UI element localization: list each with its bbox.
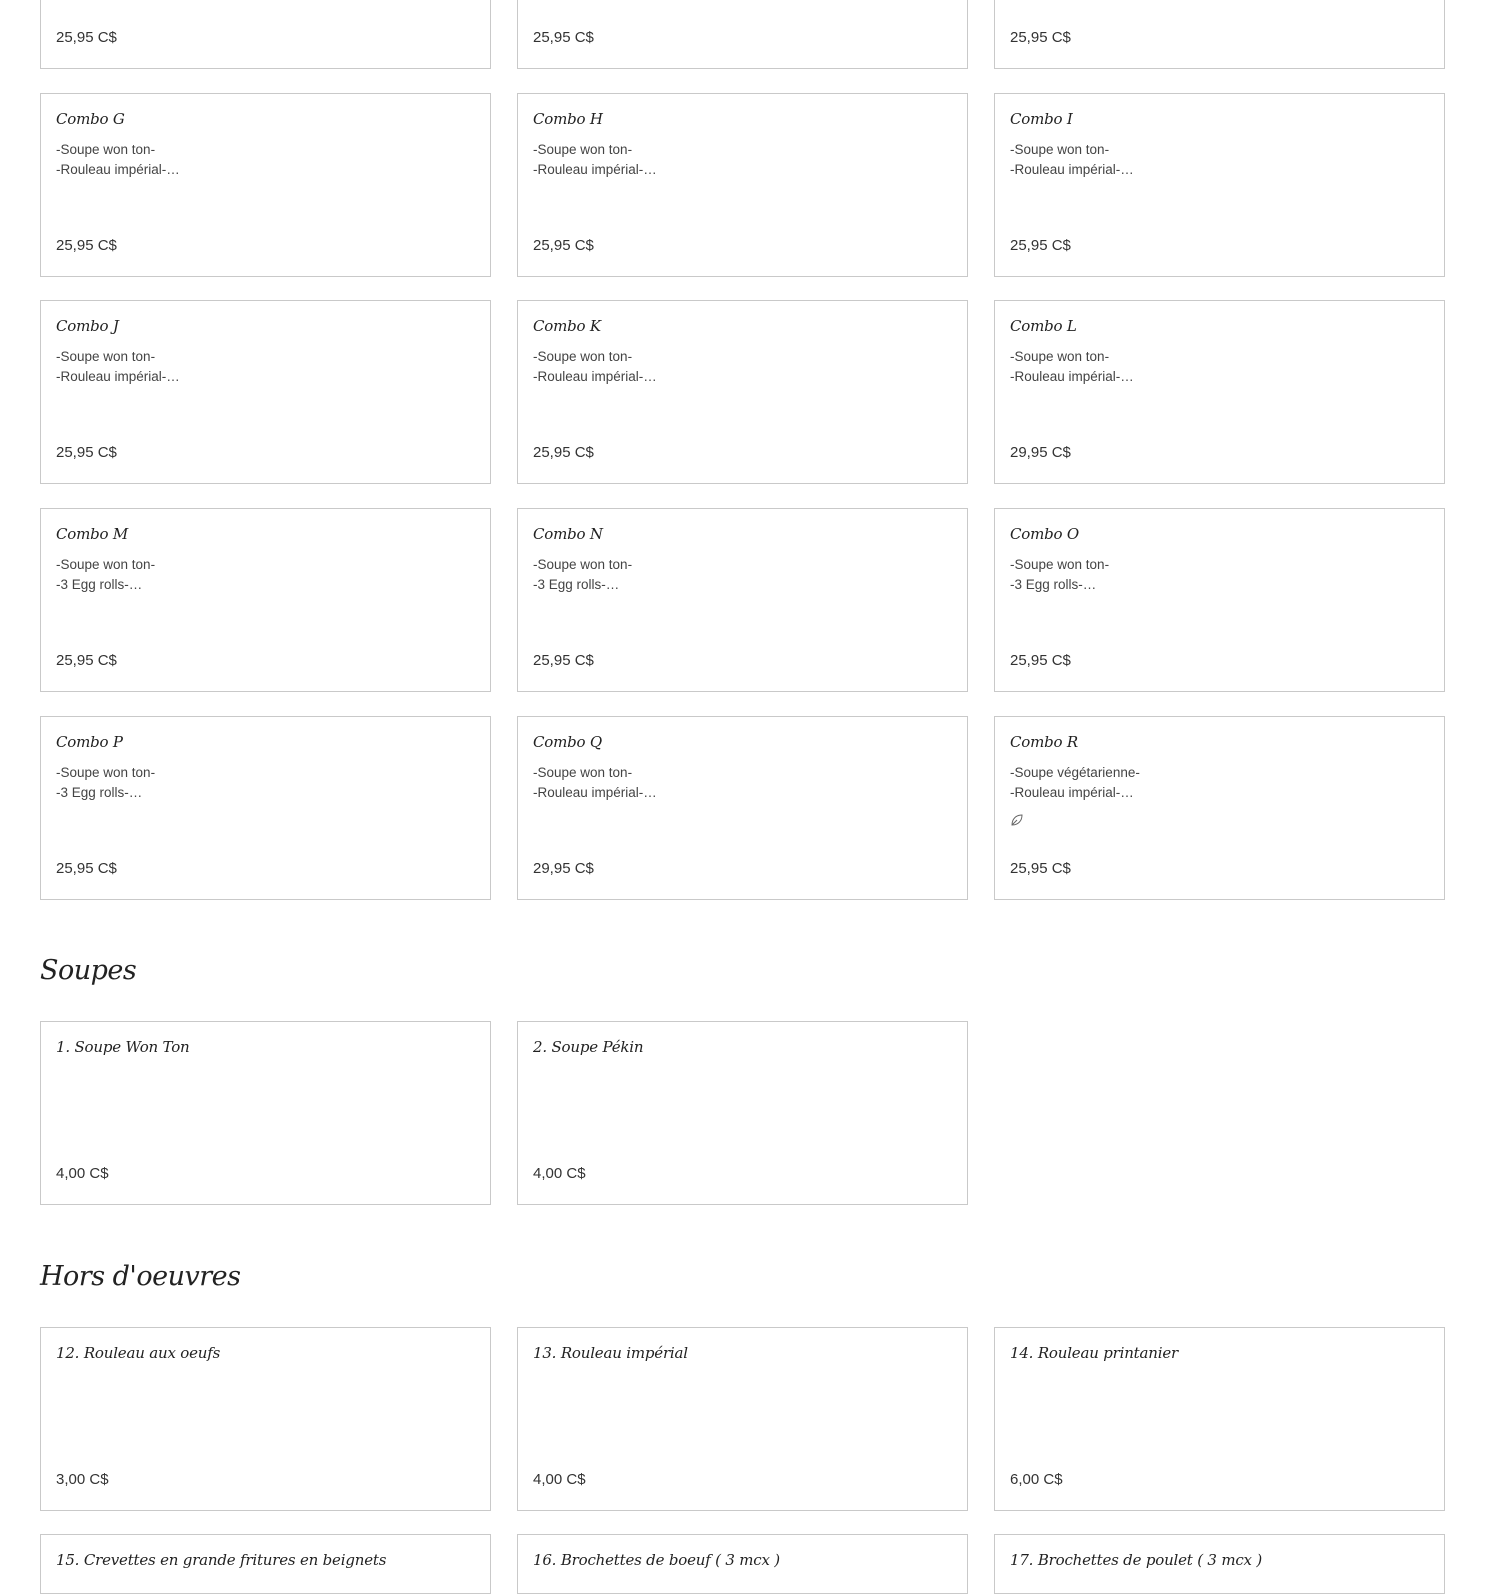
menu-item-card[interactable] <box>994 1534 1445 1594</box>
item-title: 14. Rouleau printanier <box>1010 1344 1178 1362</box>
item-title: 15. Crevettes en grande fritures en beignets <box>56 1551 387 1569</box>
item-price: 25,95 C$ <box>56 860 117 877</box>
item-price: 25,95 C$ <box>533 29 594 46</box>
item-title: 16. Brochettes de boeuf ( 3 mcx ) <box>533 1551 780 1569</box>
item-price: 25,95 C$ <box>56 29 117 46</box>
menu-item-card[interactable] <box>517 300 968 484</box>
menu-item-card[interactable] <box>994 0 1445 69</box>
menu-item-card[interactable] <box>517 93 968 277</box>
menu-item-card[interactable] <box>40 1327 491 1511</box>
menu-item-card[interactable] <box>994 300 1445 484</box>
menu-item-card[interactable] <box>40 1534 491 1594</box>
item-title: Combo Q <box>533 733 603 751</box>
menu-item-card[interactable] <box>994 1327 1445 1511</box>
item-price: 25,95 C$ <box>1010 29 1071 46</box>
item-title: Combo K <box>533 317 601 335</box>
item-price: 25,95 C$ <box>533 237 594 254</box>
item-title: Combo H <box>533 110 603 128</box>
item-price: 25,95 C$ <box>56 237 117 254</box>
menu-item-card[interactable] <box>40 300 491 484</box>
item-description: -Soupe won ton- -Rouleau impérial-… <box>1010 142 1134 177</box>
item-price: 3,00 C$ <box>56 1471 109 1488</box>
item-price: 29,95 C$ <box>533 860 594 877</box>
menu-item-card[interactable] <box>994 716 1445 900</box>
menu-item-card[interactable] <box>40 716 491 900</box>
item-price: 25,95 C$ <box>1010 652 1071 669</box>
item-title: Combo J <box>56 317 119 335</box>
item-price: 25,95 C$ <box>56 444 117 461</box>
item-description: -Soupe won ton- -Rouleau impérial-… <box>56 349 180 384</box>
item-title: 2. Soupe Pékin <box>533 1038 644 1056</box>
item-price: 25,95 C$ <box>56 652 117 669</box>
item-title: Combo R <box>1010 733 1079 751</box>
menu-item-card[interactable] <box>40 508 491 692</box>
menu-item-card[interactable] <box>517 508 968 692</box>
item-title: Combo L <box>1010 317 1077 335</box>
section-title-soupes: Soupes <box>40 955 137 986</box>
item-title: Combo O <box>1010 525 1080 543</box>
item-title: Combo M <box>56 525 129 543</box>
item-price: 4,00 C$ <box>56 1165 109 1182</box>
section-title-hors-doeuvres: Hors d'oeuvres <box>40 1261 241 1292</box>
item-title: Combo N <box>533 525 603 543</box>
menu-item-card[interactable] <box>40 93 491 277</box>
item-price: 29,95 C$ <box>1010 444 1071 461</box>
vegetarian-leaf-icon <box>1010 813 1024 830</box>
menu-item-card[interactable] <box>517 1327 968 1511</box>
item-price: 6,00 C$ <box>1010 1471 1063 1488</box>
menu-item-card[interactable] <box>517 0 968 69</box>
item-title: 12. Rouleau aux oeufs <box>56 1344 221 1362</box>
item-title: Combo P <box>56 733 123 751</box>
menu-item-card[interactable] <box>517 1534 968 1594</box>
item-price: 4,00 C$ <box>533 1165 586 1182</box>
menu-item-card[interactable] <box>40 0 491 69</box>
item-title: 17. Brochettes de poulet ( 3 mcx ) <box>1010 1551 1263 1569</box>
item-title: 1. Soupe Won Ton <box>56 1038 190 1056</box>
item-title: Combo G <box>56 110 125 128</box>
menu-item-card[interactable] <box>517 1021 968 1205</box>
item-description: -Soupe won ton- -3 Egg rolls-… <box>56 557 156 592</box>
item-price: 4,00 C$ <box>533 1471 586 1488</box>
item-price: 25,95 C$ <box>1010 237 1071 254</box>
menu-item-card[interactable] <box>994 508 1445 692</box>
item-description: -Soupe won ton- -3 Egg rolls-… <box>1010 557 1110 592</box>
item-price: 25,95 C$ <box>1010 860 1071 877</box>
item-description: -Soupe won ton- -3 Egg rolls-… <box>56 765 156 800</box>
item-title: Combo I <box>1010 110 1073 128</box>
item-description: -Soupe won ton- -Rouleau impérial-… <box>533 765 657 800</box>
item-title: 13. Rouleau impérial <box>533 1344 688 1362</box>
menu-item-card[interactable] <box>994 93 1445 277</box>
item-price: 25,95 C$ <box>533 444 594 461</box>
item-description: -Soupe won ton- -3 Egg rolls-… <box>533 557 633 592</box>
item-description: -Soupe won ton- -Rouleau impérial-… <box>533 349 657 384</box>
item-description: -Soupe won ton- -Rouleau impérial-… <box>533 142 657 177</box>
item-description: -Soupe végétarienne- -Rouleau impérial-… <box>1010 765 1140 800</box>
menu-item-card[interactable] <box>517 716 968 900</box>
menu-item-card[interactable] <box>40 1021 491 1205</box>
item-price: 25,95 C$ <box>533 652 594 669</box>
item-description: -Soupe won ton- -Rouleau impérial-… <box>56 142 180 177</box>
item-description: -Soupe won ton- -Rouleau impérial-… <box>1010 349 1134 384</box>
